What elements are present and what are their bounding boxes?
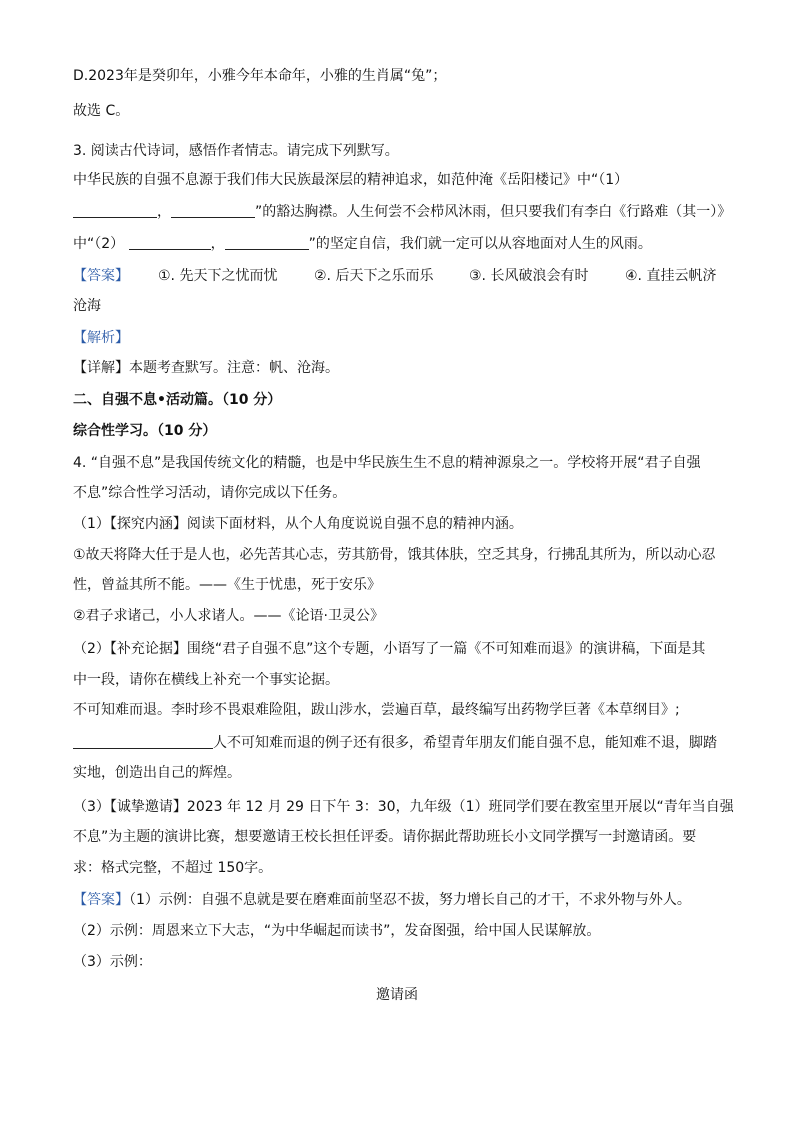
answer-choice-text: 故选 C。 <box>73 103 130 119</box>
material-1: ①故天将降大任于是人也，必先苦其心志，劳其筋骨，饿其体肤，空乏其身，行拂乱其所为，所以动心忍 <box>73 547 716 563</box>
detailed-explanation: 【详解】本题考查默写。注意：帆、沧海。 <box>73 360 339 376</box>
question-3-title: 3. 阅读古代诗词，感悟作者情志。请完成下列默写。 <box>73 143 399 159</box>
answer-1: ①. 先天下之忧而忧 <box>158 268 278 284</box>
answer-4: ④. 直挂云帆济 <box>625 268 717 284</box>
task-3-line3: 求：格式完整，不超过 150字。 <box>73 860 273 876</box>
speech-paragraph-line2: 人不可知难而退的例子还有很多，希望青年朋友们能自强不息，能知难不退，脚踏 <box>73 733 717 753</box>
question-3-stem-line2: ， ”的豁达胸襟。人生何尝不会栉风沐雨，但只要我们有李白《行路难（其一）》 <box>73 202 731 222</box>
answer-block-2: （2）示例：周恩来立下大志，“为中华崛起而读书”，发奋图强，给中国人民谋解放。 <box>73 923 601 939</box>
question-4-stem: 4. “自强不息”是我国传统文化的精髓，也是中华民族生生不息的精神源泉之一。学校将开展“君子自强 <box>73 455 701 471</box>
task-1: （1）【探究内涵】阅读下面材料，从个人角度说说自强不息的精神内涵。 <box>73 516 523 532</box>
task-2: （2）【补充论据】围绕“君子自强不息”这个专题，小语写了一篇《不可知难而退》的演讲稿，下面是其 <box>73 641 706 657</box>
answer-4-cont: 沧海 <box>73 298 101 314</box>
answer-block-3: （3）示例： <box>73 954 152 970</box>
fill-blank <box>129 235 211 250</box>
material-2: ②君子求诸己，小人求诸人。——《论语·卫灵公》 <box>73 608 384 624</box>
answer-3: ③. 长风破浪会有时 <box>469 268 589 284</box>
question-3-stem-line3: 中“（2） ， ”的坚定自信，我们就一定可以从容地面对人生的风雨。 <box>73 236 652 252</box>
question-3-stem: 中华民族的自强不息源于我们伟大民族最深层的精神追求，如范仲淹《岳阳楼记》中“（1） <box>73 172 629 188</box>
fill-blank <box>171 203 255 218</box>
answer-2: ②. 后天下之乐而乐 <box>314 268 434 284</box>
section-2-heading: 二、自强不息•活动篇。（10 分） <box>73 392 282 408</box>
task-3: （3）【诚挚邀请】2023 年 12 月 29 日下午 3：30，九年级（1）班同学们要在教室里开展以“青年当自强 <box>73 799 734 815</box>
fill-blank <box>73 734 213 749</box>
answer-label: 【答案】 <box>73 268 129 284</box>
section-2-subheading: 综合性学习。（10 分） <box>73 423 217 439</box>
fill-blank <box>225 235 309 250</box>
option-d-text: D.2023年是癸卯年，小雅今年本命年，小雅的生肖属“兔”； <box>73 68 447 84</box>
task-2-line2: 中一段，请你在横线上补充一个事实论据。 <box>73 672 339 688</box>
analysis-label: 【解析】 <box>73 330 129 346</box>
material-1-line2: 性，曾益其所不能。——《生于忧患，死于安乐》 <box>73 577 381 593</box>
letter-title: 邀请函 <box>376 987 418 1003</box>
task-3-line2: 不息”为主题的演讲比赛，想要邀请王校长担任评委。请你据此帮助班长小文同学撰写一封邀请函。要 <box>73 829 697 845</box>
answer-block-1: 【答案】（1）示例：自强不息就是要在磨难面前坚忍不拔，努力增长自己的才干，不求外物与外人。 <box>73 892 691 908</box>
speech-paragraph-line3: 实地，创造出自己的辉煌。 <box>73 765 241 781</box>
question-4-stem-line2: 不息”综合性学习活动，请你完成以下任务。 <box>73 485 347 501</box>
speech-paragraph: 不可知难而退。李时珍不畏艰难险阻，跋山涉水，尝遍百草，最终编写出药物学巨著《本草纲目》; <box>73 702 680 718</box>
fill-blank <box>73 203 157 218</box>
